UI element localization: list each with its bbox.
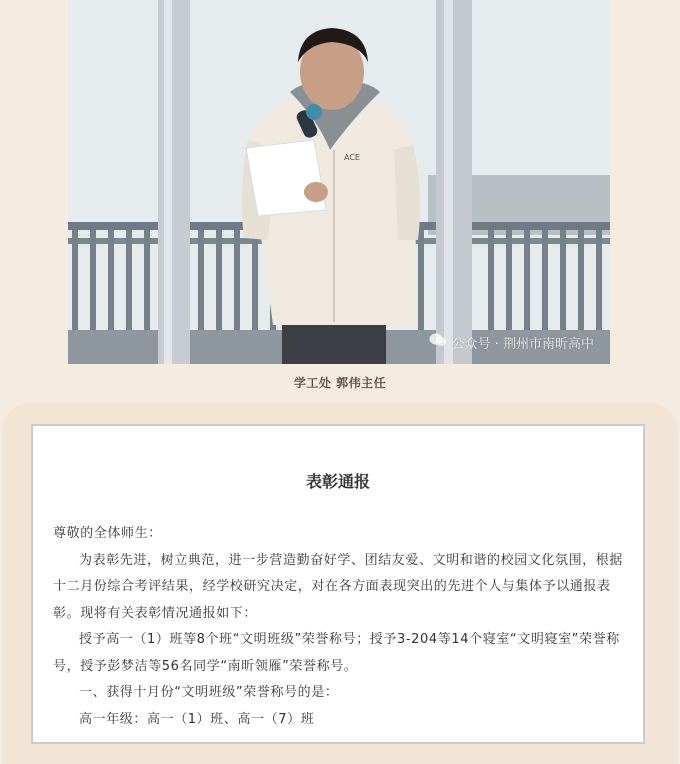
- notice-title: 表彰通报: [305, 472, 370, 491]
- photo-caption: 学工处 郭伟主任: [293, 376, 387, 390]
- watermark: [429, 333, 594, 352]
- speech-photo: [68, 0, 610, 364]
- notice-section-1: 一、获得十月份“文明班级”荣誉称号的是：: [79, 685, 339, 700]
- notice-paragraph-2: 授予高一（1）班等8个班“文明班级”荣誉称号；授予3-204等14个寝室“文明寝室”荣誉称号，授予彭梦洁等56名同学“南昕领雁”荣誉称号。: [53, 632, 620, 674]
- wechat-icon: [429, 336, 447, 350]
- jacket-logo: ACE: [344, 153, 360, 162]
- notice-paragraph-1: 为表彰先进，树立典范，进一步营造勤奋好学、团结友爱、文明和谐的校园文化氛围，根据十二月份综合考评结果，经学校研究决定，对在各方面表现突出的先进个人与集体予以通报表彰。现将有关表彰情况通报如下：: [53, 552, 624, 621]
- watermark-text: 公众号 · 荆州市南昕高中: [451, 337, 594, 352]
- notice-line-partial: 高一年级：高一（1）班、高一（7）班: [79, 711, 315, 727]
- notice-greeting: 尊敬的全体师生：: [53, 526, 162, 541]
- notice-card: [31, 424, 645, 744]
- notice-body: [53, 521, 631, 733]
- photo-scene: [68, 0, 610, 364]
